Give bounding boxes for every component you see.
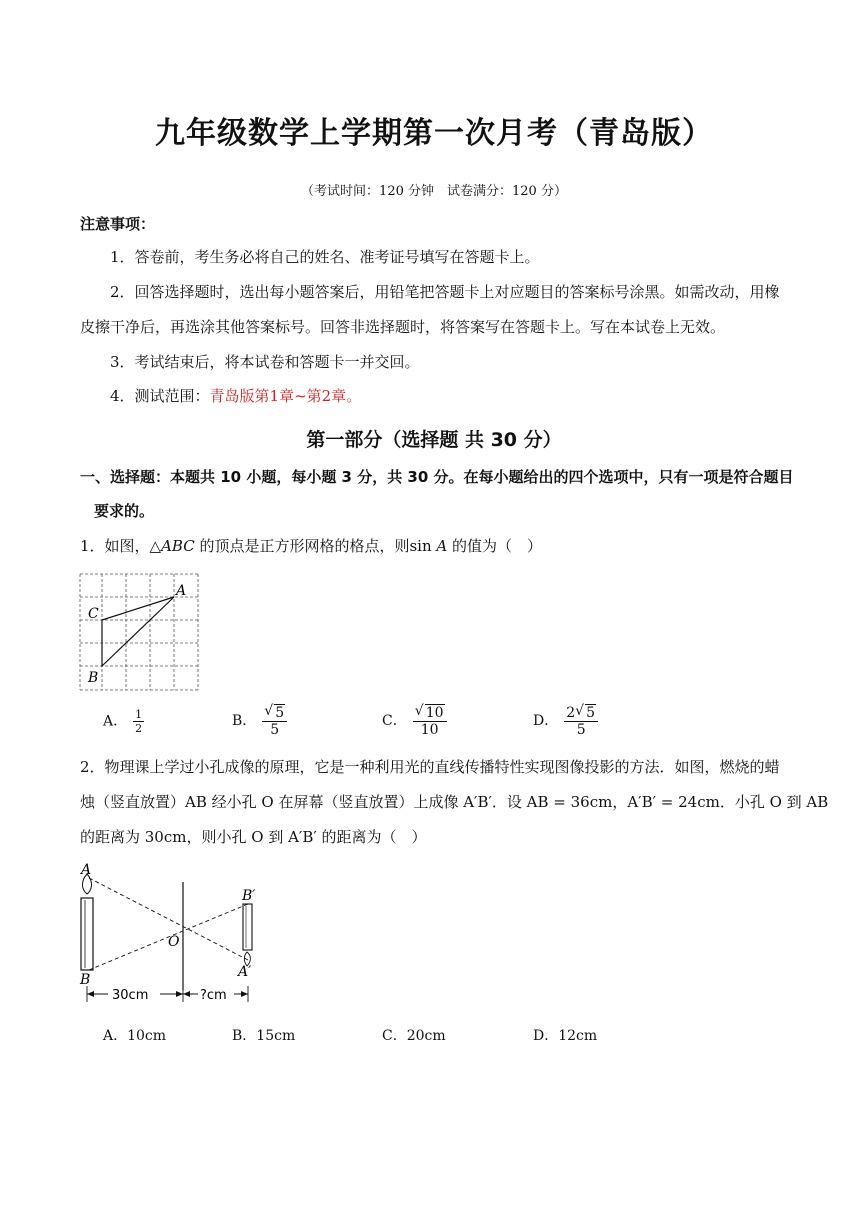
q2-option-d[interactable]: D．12cm: [533, 1028, 598, 1044]
notice-item-4-prefix: 4．测试范围：: [110, 387, 210, 405]
notice-item-2-line2: 皮擦干净后，再选涂其他答案标号。回答非选择题时，将答案写在答题卡上。写在本试卷上无效。: [80, 318, 726, 336]
q2-label-b-prime: B′: [242, 888, 256, 904]
q2-label-a: A: [81, 862, 92, 878]
question-2-line3: 的距离为 30cm，则小孔 O 到 A′B′ 的距离为（ ）: [80, 828, 427, 846]
q2-pinhole-figure: [72, 860, 272, 1010]
part1-instructions-line1: 一、选择题：本题共 10 小题，每小题 3 分，共 30 分。在每小题给出的四个选项中，只有一项是符合题目: [80, 468, 794, 486]
q2-option-b[interactable]: B．15cm: [232, 1028, 296, 1044]
q1-mid: 的顶点是正方形网格的格点，则sin: [194, 537, 437, 555]
notice-heading: 注意事项：: [80, 215, 156, 233]
page-title: 九年级数学上学期第一次月考（青岛版）: [155, 116, 713, 151]
q1-option-b[interactable]: B． √ 5 5: [232, 704, 287, 738]
q1-option-a[interactable]: A． $\frac{1}{2}$: [103, 708, 143, 735]
q2-distance-ab: 30cm: [112, 988, 149, 1003]
q1-a: A: [436, 537, 448, 555]
q2-option-a[interactable]: A．10cm: [103, 1028, 167, 1044]
part1-instructions-line2: 要求的。: [94, 502, 155, 520]
q1-option-c[interactable]: C． √ 10 10: [382, 704, 447, 738]
notice-item-4: [110, 386, 361, 406]
q1-label-b: B: [88, 670, 99, 686]
question-2-line2: 烛（竖直放置）AB 经小孔 O 在屏幕（竖直放置）上成像 A′B′．设 AB = 36cm，A′B′ = 24cm．小孔 O 到 AB: [80, 793, 829, 811]
q2-label-a-prime: A′: [238, 964, 252, 980]
q1-label-a: A: [176, 583, 187, 599]
question-2-line1: 2．物理课上学过小孔成像的原理，它是一种利用光的直线传播特性实现图像投影的方法．如图，燃烧的蜡: [80, 758, 780, 776]
q1-post: 的值为（ ）: [447, 537, 543, 555]
q2-label-o: O: [168, 934, 180, 950]
q1-label-c: C: [88, 606, 99, 622]
q2-label-b: B: [80, 972, 91, 988]
exam-info: （考试时间：120 分钟 试卷满分：120 分）: [301, 184, 567, 199]
section-title: 第一部分（选择题 共 30 分）: [306, 429, 562, 451]
notice-item-2-line1: 2．回答选择题时，选出每小题答案后，用铅笔把答题卡上对应题目的答案标号涂黑。如需改动，用橡: [110, 283, 780, 301]
q1-abc: ABC: [161, 537, 195, 555]
q2-distance-unknown: ?cm: [200, 988, 227, 1003]
notice-item-3: 3．考试结束后，将本试卷和答题卡一并交回。: [110, 353, 420, 371]
test-range: 青岛版第1章~第2章。: [209, 387, 362, 405]
question-1-stem: [80, 536, 542, 556]
q1-option-d[interactable]: D． 2 √ 5 5: [533, 704, 598, 738]
q1-pre: 1．如图，△: [80, 537, 162, 555]
q2-option-c[interactable]: C．20cm: [382, 1028, 446, 1044]
q1-grid-figure: [78, 570, 208, 695]
notice-item-1: 1．答卷前，考生务必将自己的姓名、准考证号填写在答题卡上。: [110, 248, 540, 266]
